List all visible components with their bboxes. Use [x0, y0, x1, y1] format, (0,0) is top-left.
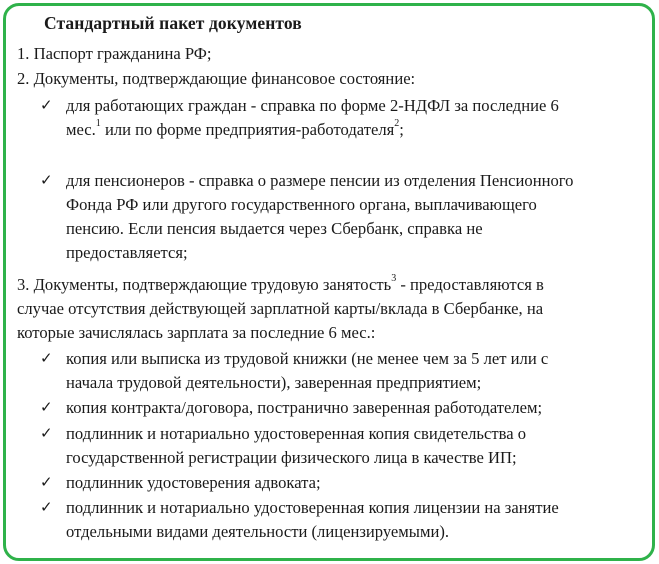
checkmark-icon: ✓	[40, 498, 53, 516]
sub-item-contract-line1: копия контракта/договора, постранично заверенная работодателем;	[66, 398, 543, 417]
footnote-marker: 1	[95, 118, 101, 130]
text-fragment: или по форме предприятия-работодателя	[100, 120, 395, 139]
sub-item-pensioners-line1: для пенсионеров - справка о размере пенсии из отделения Пенсионного	[66, 171, 574, 190]
footnote-marker: 2	[394, 118, 400, 130]
sub-item-employed-line2	[66, 118, 404, 142]
checkmark-icon: ✓	[40, 96, 53, 114]
list-item-passport: 1. Паспорт гражданина РФ;	[17, 44, 212, 63]
list-item-employment-line1	[17, 273, 544, 297]
sub-item-ip-cert-line2: государственной регистрации физического лица в качестве ИП;	[66, 448, 517, 467]
footnote-marker: 3	[391, 273, 397, 285]
text-fragment: - предоставляются в	[396, 275, 544, 294]
sub-item-pensioners-line4: предоставляется;	[66, 243, 188, 262]
sub-item-workbook-line1: копия или выписка из трудовой книжки (не менее чем за 5 лет или с	[66, 349, 549, 368]
checkmark-icon: ✓	[40, 424, 53, 442]
checkmark-icon: ✓	[40, 349, 53, 367]
sub-item-lawyer-line1: подлинник удостоверения адвоката;	[66, 473, 321, 492]
sub-item-pensioners-line3: пенсию. Если пенсия выдается через Сбербанк, справка не	[66, 219, 483, 238]
checkmark-icon: ✓	[40, 171, 53, 189]
sub-item-ip-cert-line1: подлинник и нотариально удостоверенная копия свидетельства о	[66, 424, 527, 443]
checkmark-icon: ✓	[40, 473, 53, 491]
text-fragment: мес.	[66, 120, 96, 139]
sub-item-license-line2: отдельными видами деятельности (лицензируемыми).	[66, 522, 449, 541]
list-item-financial-docs: 2. Документы, подтверждающие финансовое состояние:	[17, 69, 416, 88]
sub-item-workbook-line2: начала трудовой деятельности), заверенная предприятием;	[66, 373, 482, 392]
sub-item-pensioners-line2: Фонда РФ или другого государственного органа, выплачивающего	[66, 195, 537, 214]
list-item-employment-line3: которые зачислялась зарплата за последние 6 мес.:	[17, 323, 376, 342]
sub-item-license-line1: подлинник и нотариально удостоверенная копия лицензии на занятие	[66, 498, 559, 517]
page-title: Стандартный пакет документов	[44, 13, 302, 33]
list-item-employment-line2: случае отсутствия действующей зарплатной карты/вклада в Сбербанке, на	[17, 299, 544, 318]
text-fragment: ;	[399, 120, 404, 139]
checkmark-icon: ✓	[40, 398, 53, 416]
sub-item-employed-line1: для работающих граждан - справка по форме 2-НДФЛ за последние 6	[66, 96, 559, 115]
text-fragment: 3. Документы, подтверждающие трудовую занятость	[17, 275, 392, 294]
